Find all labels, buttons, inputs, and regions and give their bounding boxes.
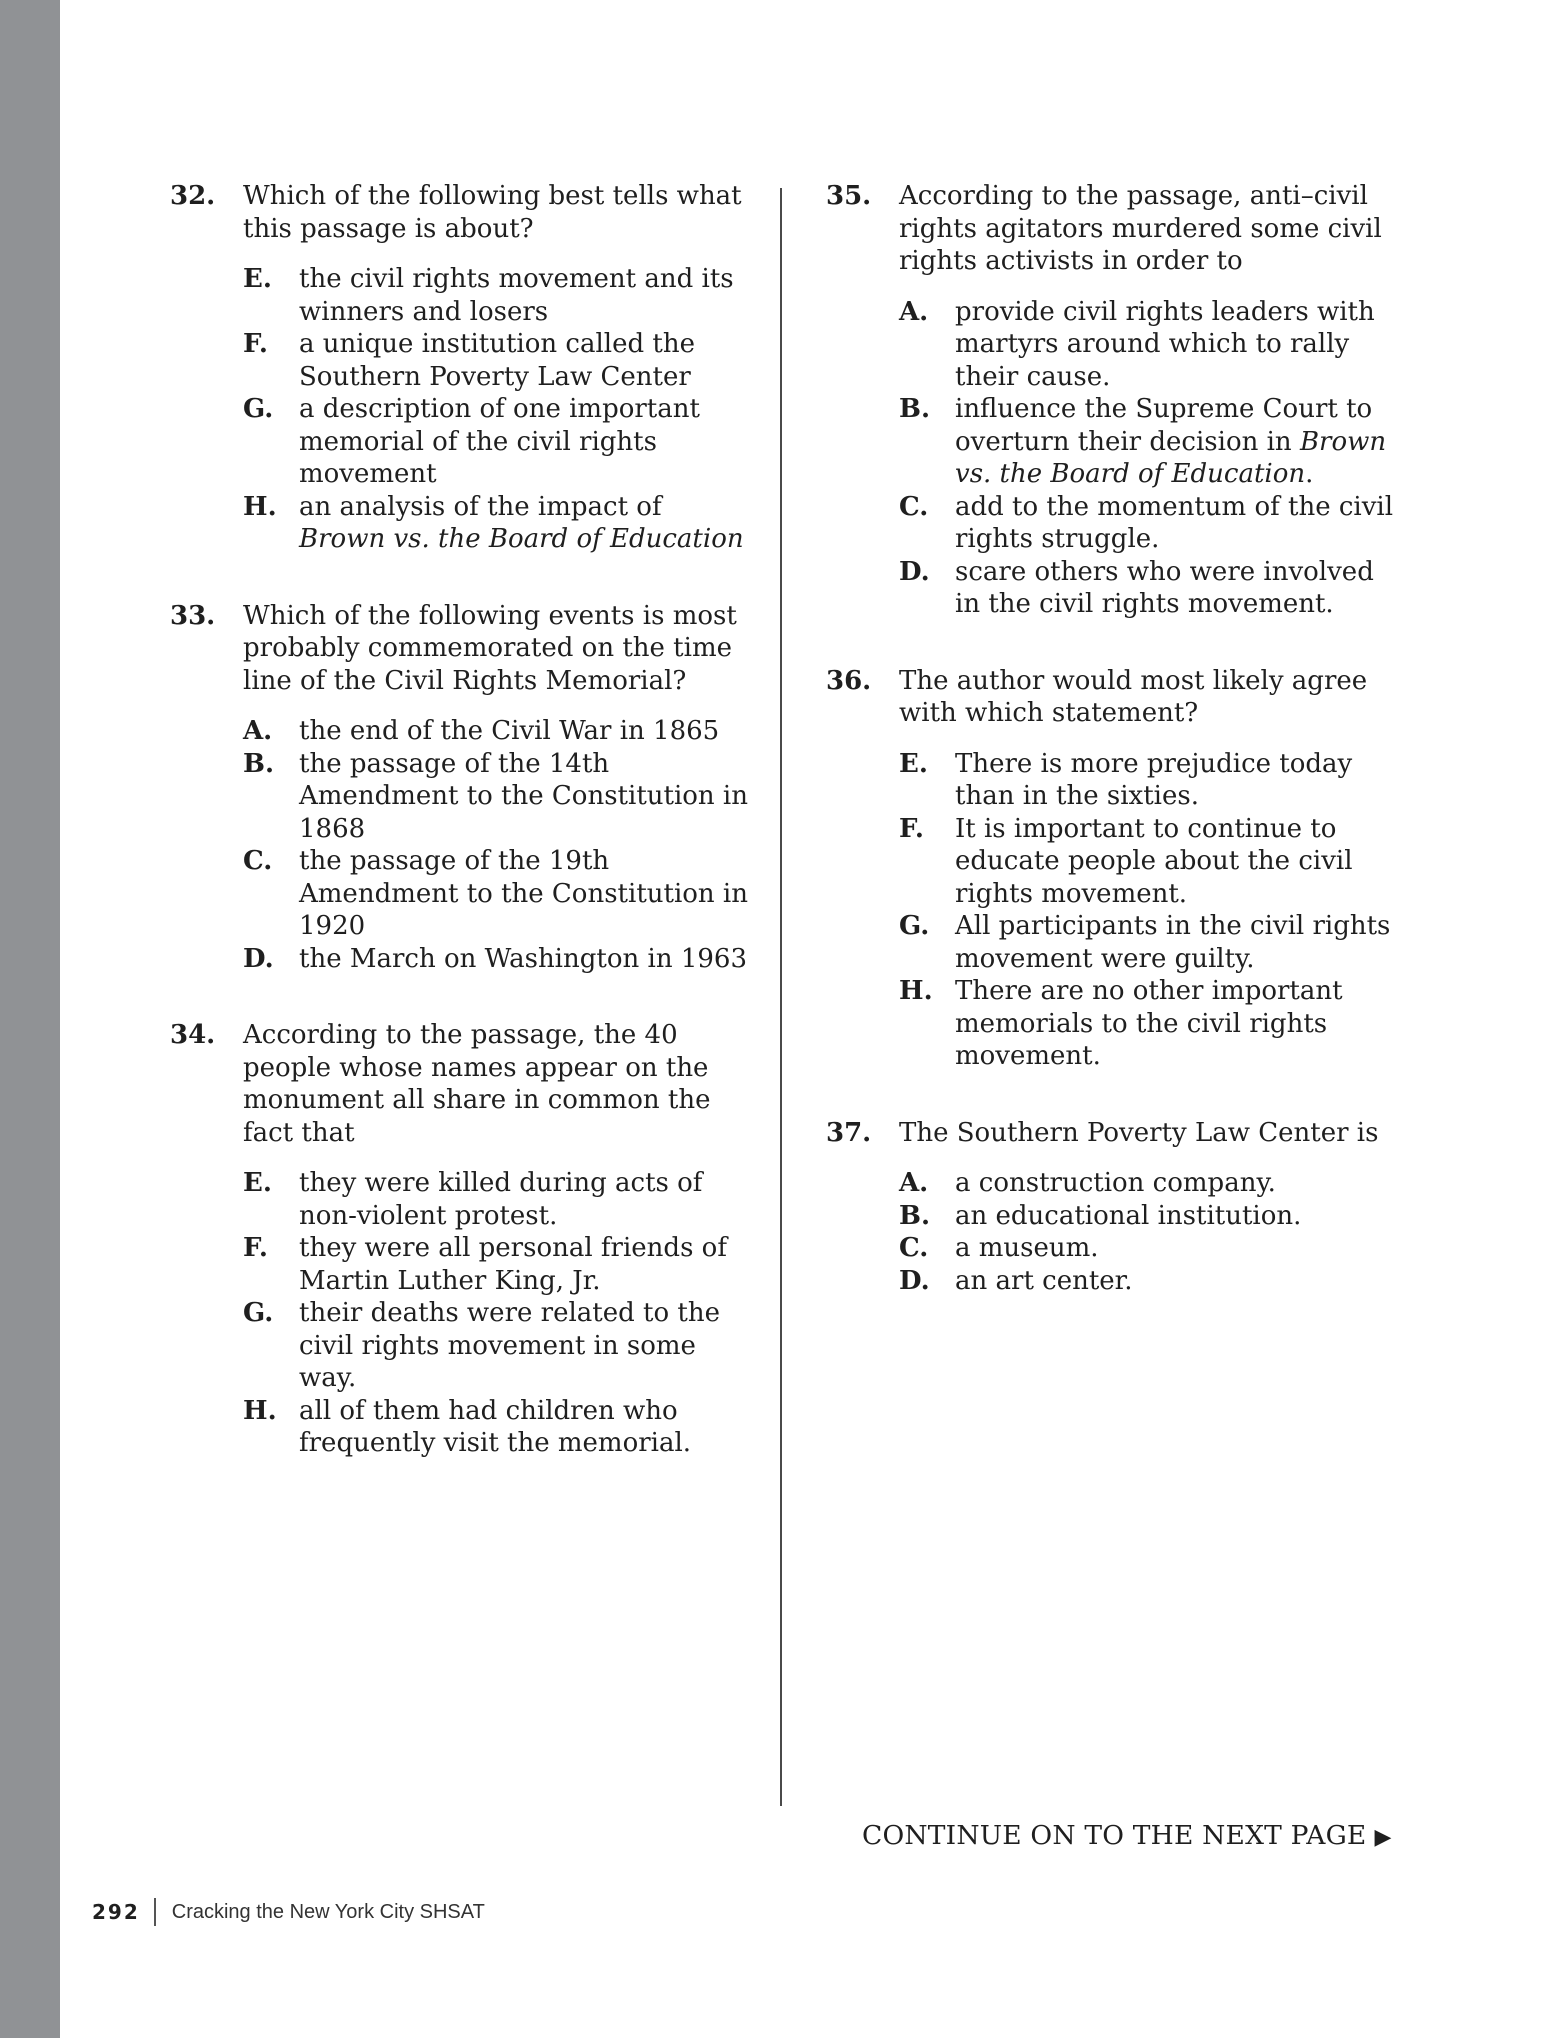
choice-text: All participants in the civil rights movement were guilty. [955,911,1391,974]
choice-text: the passage of the 19th Amendment to the Constitution in 1920 [299,846,748,941]
choice-letter: G. [243,394,274,424]
answer-choices [899,1167,1406,1297]
choice-trailing-punct: . [1305,459,1314,489]
column-divider [780,188,782,1806]
question-stem: The author would most likely agree with which statement? [899,665,1368,728]
answer-choice[interactable] [899,1265,1406,1298]
choice-text: they were all personal friends of Martin Luther King, Jr. [299,1233,727,1296]
answer-choice[interactable] [899,813,1406,911]
choice-letter: C. [899,491,929,522]
answer-choice[interactable] [899,1167,1406,1200]
page-number: 292 [92,1900,140,1924]
choice-text: the end of the Civil War in 1865 [299,716,720,746]
question [170,600,750,976]
answer-choice[interactable] [899,1232,1406,1265]
left-column [170,180,750,1504]
question [170,1019,750,1460]
question-number: 34. [170,1020,216,1050]
answer-choice[interactable] [243,328,750,393]
choice-text: a description of one important memorial of the civil rights movement [299,394,700,489]
question-number: 36. [826,665,872,696]
answer-choice[interactable] [243,715,750,748]
answer-choice[interactable] [243,393,750,491]
choice-text: provide civil rights leaders with martyrs around which to rally their cause. [955,296,1375,392]
answer-choice[interactable] [899,393,1406,491]
question-stem: The Southern Poverty Law Center is [899,1117,1379,1148]
choice-text: an educational institution. [955,1200,1302,1231]
answer-choice[interactable] [899,296,1406,394]
question-number: 35. [826,181,872,211]
choice-text: all of them had children who frequently visit the memorial. [299,1395,692,1458]
choice-text: There is more prejudice today than in the sixties. [955,748,1353,811]
question-stem: Which of the following best tells what this passage is about? [243,181,742,244]
answer-choice[interactable] [243,1297,750,1395]
answer-choice[interactable] [899,748,1406,813]
choice-text: a construction company. [955,1168,1276,1198]
choice-text: It is important to continue to educate people about the civil rights movement. [955,813,1353,909]
footer-separator [154,1898,156,1926]
question-stem: Which of the following events is most probably commemorated on the time line of the Civil Rights Memorial? [243,600,737,696]
question [170,180,750,556]
answer-choice[interactable] [899,910,1406,975]
choice-text: the passage of the 14th Amendment to the Constitution in 1868 [299,748,748,844]
right-column [826,180,1406,1341]
choice-letter: B. [899,1200,931,1231]
choice-letter: F. [243,1233,268,1263]
choice-italic-title: Brown vs. the Board of Education [955,426,1387,489]
choice-text: they were killed during acts of non-violent protest. [299,1168,703,1231]
answer-choices [899,748,1406,1073]
choice-text: the civil rights movement and its winners and losers [299,264,734,327]
choice-letter: E. [243,264,272,294]
choice-letter: A. [899,296,929,327]
choice-text: a unique institution called the Southern Poverty Law Center [299,329,695,392]
choice-letter: C. [243,846,273,876]
question [826,1117,1406,1298]
answer-choices [899,296,1406,621]
question-stem: According to the passage, the 40 people whose names appear on the monument all share in common the fact that [243,1020,711,1148]
continue-notice [862,1820,1392,1851]
choice-italic-title: Brown vs. the Board of Education [299,524,744,554]
question-number: 33. [170,600,216,631]
choice-letter: F. [899,813,924,844]
question [826,665,1406,1073]
answer-choice[interactable] [899,491,1406,556]
answer-choice[interactable] [243,845,750,943]
choice-letter: B. [243,748,275,779]
right-triangle-icon: ▶ [1374,1825,1392,1850]
choice-letter: H. [243,1395,277,1426]
choice-letter: A. [899,1168,929,1198]
question-stem: According to the passage, anti–civil rights agitators murdered some civil rights activists in order to [899,181,1382,276]
choice-letter: G. [243,1298,274,1328]
question [826,180,1406,621]
choice-letter: F. [243,329,268,359]
answer-choice[interactable] [243,1395,750,1460]
choice-text: the March on Washington in 1963 [299,943,747,974]
choice-letter: E. [899,748,928,779]
choice-text: There are no other important memorials to the civil rights movement. [955,976,1343,1071]
answer-choice[interactable] [243,1167,750,1232]
choice-letter: D. [899,556,930,587]
page-footer [92,1896,485,1928]
answer-choice[interactable] [899,556,1406,621]
choice-text: their deaths were related to the civil rights movement in some way. [299,1298,720,1393]
choice-text: an art center. [955,1265,1133,1296]
choice-text: a museum. [955,1233,1099,1263]
choice-letter: G. [899,911,930,941]
choice-letter: A. [243,716,273,746]
answer-choice[interactable] [243,1232,750,1297]
choice-text: add to the momentum of the civil rights struggle. [955,491,1394,554]
continue-text: CONTINUE ON TO THE NEXT PAGE [862,1820,1367,1851]
question-number: 37. [826,1117,872,1148]
choice-letter: H. [899,976,933,1006]
answer-choice[interactable] [243,943,750,976]
choice-text: influence the Supreme Court to overturn their decision in [955,394,1373,457]
page-edge-bar [0,0,60,2038]
answer-choices [243,715,750,975]
answer-choices [243,263,750,556]
choice-letter: B. [899,394,931,424]
answer-choice[interactable] [243,263,750,328]
answer-choices [243,1167,750,1460]
answer-choice[interactable] [243,748,750,846]
choice-letter: E. [243,1168,272,1198]
answer-choice[interactable] [899,975,1406,1073]
answer-choice[interactable] [899,1200,1406,1233]
answer-choice[interactable] [243,491,750,556]
choice-letter: C. [899,1233,929,1263]
choice-text: scare others who were involved in the civil rights movement. [955,556,1374,619]
book-title: Cracking the New York City SHSAT [171,1900,485,1923]
choice-letter: H. [243,491,277,522]
question-number: 32. [170,181,216,211]
choice-letter: D. [899,1265,930,1296]
choice-text: an analysis of the impact of [299,491,662,522]
choice-letter: D. [243,943,274,974]
